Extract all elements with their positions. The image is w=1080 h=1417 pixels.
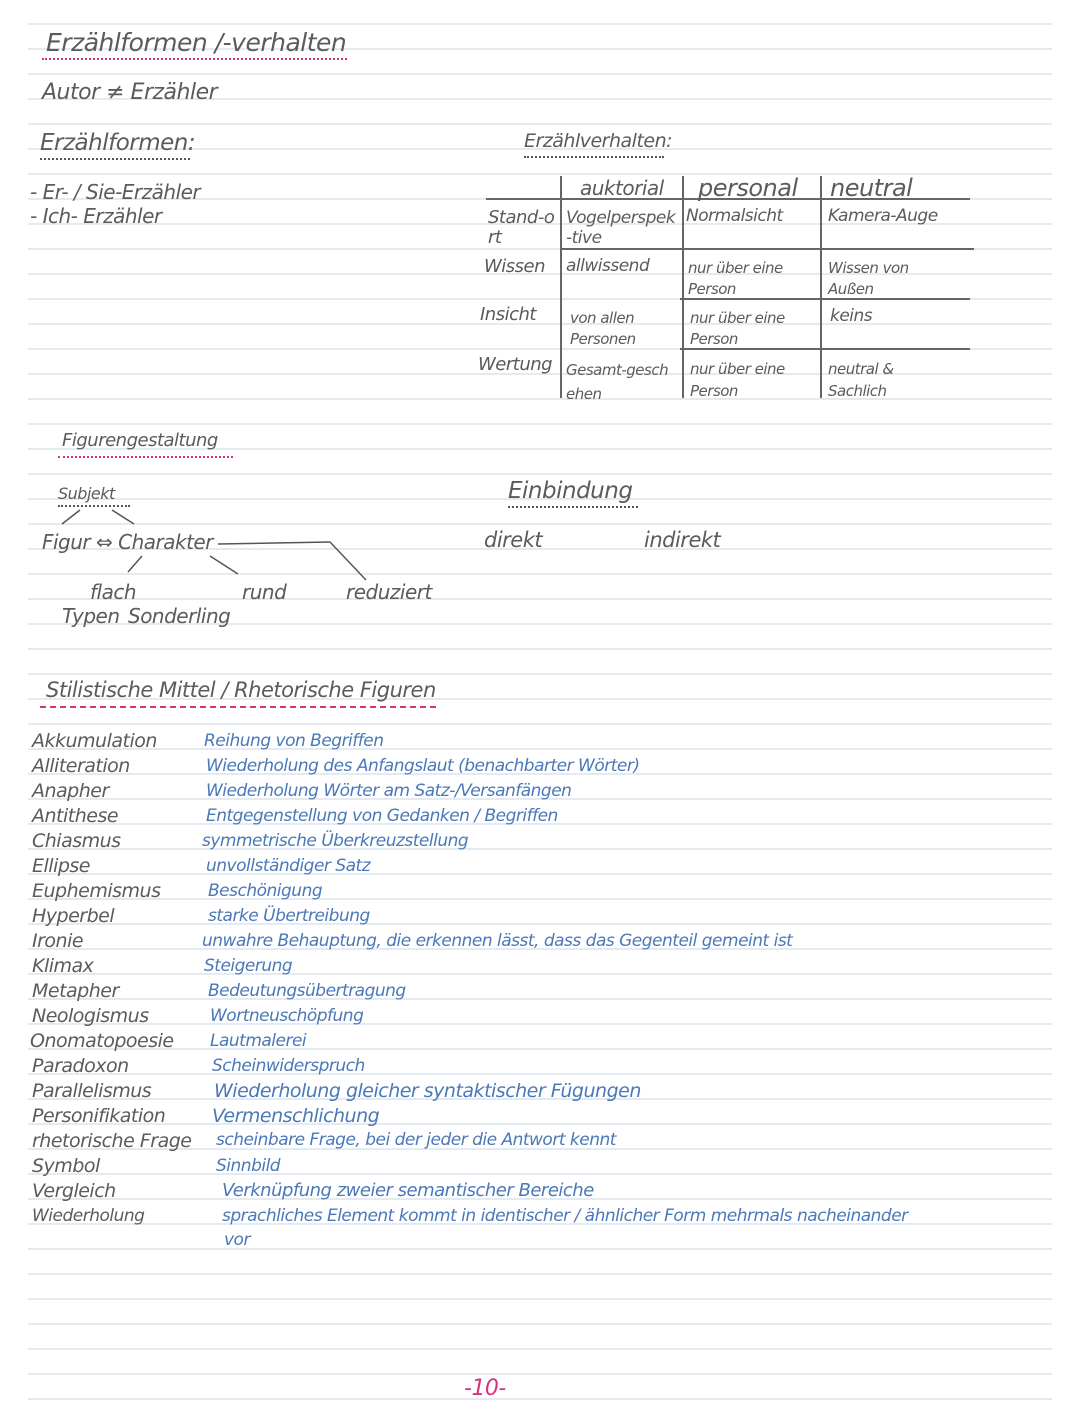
table-cell: neutral & Sachlich bbox=[828, 360, 894, 400]
page-title: Erzählformen /-verhalten bbox=[46, 28, 347, 57]
definition: Lautmalerei bbox=[210, 1031, 307, 1051]
term: Euphemismus bbox=[32, 880, 161, 902]
column-header: neutral bbox=[830, 174, 913, 202]
erzaehlform-item: - Er- / Sie-Erzähler bbox=[30, 180, 201, 204]
definition: Sinnbild bbox=[216, 1156, 281, 1176]
table-cell: nur über eine Person bbox=[688, 259, 783, 298]
stilmittel-underline bbox=[40, 706, 436, 708]
definition: Vermenschlichung bbox=[212, 1105, 380, 1127]
figur-charakter: Figur ⇔ Charakter bbox=[42, 530, 213, 554]
table-cell: von allen Personen bbox=[570, 309, 636, 348]
typen-label: Typen bbox=[62, 604, 120, 628]
row-label: Stand-ort bbox=[488, 207, 555, 248]
subjekt-label: Subjekt bbox=[58, 484, 115, 503]
definition: scheinbare Frage, bei der jeder die Antwort kennt bbox=[216, 1130, 616, 1150]
definition: Verknüpfung zweier semantischer Bereiche bbox=[222, 1180, 594, 1201]
rund-label: rund bbox=[242, 580, 287, 604]
term: Antithese bbox=[32, 805, 119, 827]
term: Akkumulation bbox=[32, 730, 157, 752]
term: Metapher bbox=[32, 980, 119, 1002]
flach-label: flach bbox=[90, 580, 137, 604]
term: Ellipse bbox=[32, 855, 90, 877]
erzaehlformen-heading: Erzählformen: bbox=[40, 130, 196, 156]
definition: Wiederholung des Anfangslaut (benachbarter Wörter) bbox=[206, 756, 640, 776]
table-cell: nur über eine Person bbox=[690, 309, 785, 348]
term: Vergleich bbox=[32, 1180, 116, 1202]
definition: Bedeutungsübertragung bbox=[208, 981, 406, 1001]
stilmittel-heading: Stilistische Mittel / Rhetorische Figuren bbox=[46, 678, 436, 702]
table-cell: keins bbox=[830, 306, 873, 326]
table-cell: Normalsicht bbox=[686, 206, 783, 226]
term: Parallelismus bbox=[32, 1080, 152, 1102]
definition: Entgegenstellung von Gedanken / Begriffen bbox=[206, 806, 558, 826]
term: Alliteration bbox=[32, 755, 130, 777]
author-note: Autor ≠ Erzähler bbox=[42, 80, 218, 105]
row-label: Wissen bbox=[484, 256, 546, 277]
einbindung-heading: Einbindung bbox=[508, 478, 633, 504]
definition: Wiederholung Wörter am Satz-/Versanfängen bbox=[206, 781, 572, 801]
term: rhetorische Frage bbox=[32, 1130, 192, 1152]
term: Klimax bbox=[32, 955, 94, 977]
definition: unwahre Behauptung, die erkennen lässt, dass das Gegenteil gemeint ist bbox=[202, 931, 793, 951]
term: Ironie bbox=[32, 930, 84, 952]
figurengestaltung-heading: Figurengestaltung bbox=[62, 430, 218, 451]
definition: Wiederholung gleicher syntaktischer Fügungen bbox=[214, 1080, 641, 1102]
definition: starke Übertreibung bbox=[208, 906, 370, 926]
term: Wiederholung bbox=[32, 1206, 145, 1226]
term: Hyperbel bbox=[32, 905, 115, 927]
term: Paradoxon bbox=[32, 1055, 129, 1077]
definition: symmetrische Überkreuzstellung bbox=[202, 831, 469, 851]
term: Personifikation bbox=[32, 1105, 166, 1127]
indirekt-label: indirekt bbox=[644, 528, 721, 552]
sonderling-label: Sonderling bbox=[128, 604, 231, 628]
definition: Scheinwiderspruch bbox=[212, 1056, 365, 1076]
table-cell: allwissend bbox=[566, 256, 650, 276]
column-header: auktorial bbox=[580, 176, 664, 200]
reduziert-label: reduziert bbox=[346, 580, 432, 604]
erzaehlform-item: - Ich- Erzähler bbox=[30, 204, 162, 228]
definition: Beschönigung bbox=[208, 881, 323, 901]
table-cell: Gesamt-geschehen bbox=[566, 361, 669, 403]
definition: Steigerung bbox=[204, 956, 293, 976]
row-label: Insicht bbox=[480, 304, 536, 325]
direkt-label: direkt bbox=[484, 528, 543, 552]
term: Neologismus bbox=[32, 1005, 149, 1027]
term: Symbol bbox=[32, 1155, 100, 1177]
einbindung-underline bbox=[508, 506, 638, 508]
table-cell: Kamera-Auge bbox=[828, 206, 938, 226]
term: Anapher bbox=[32, 780, 109, 802]
table-cell: Wissen von Außen bbox=[828, 259, 909, 298]
definition: sprachliches Element kommt in identischer / ähnlicher Form mehrmals nacheinander bbox=[222, 1206, 908, 1226]
definition: Reihung von Begriffen bbox=[204, 731, 384, 751]
row-label: Wertung bbox=[478, 354, 553, 375]
definition: unvollständiger Satz bbox=[206, 856, 371, 876]
page-number: -10- bbox=[464, 1376, 506, 1401]
table-cell: Vogelperspek-tive bbox=[566, 208, 676, 248]
term: Onomatopoesie bbox=[30, 1030, 174, 1052]
column-header: personal bbox=[698, 174, 798, 202]
term: Chiasmus bbox=[32, 830, 121, 852]
table-cell: nur über eine Person bbox=[690, 360, 785, 400]
erzaehlverhalten-heading: Erzählverhalten: bbox=[524, 130, 673, 152]
definition: Wortneuschöpfung bbox=[210, 1006, 364, 1026]
definition-continuation: vor bbox=[224, 1230, 250, 1250]
